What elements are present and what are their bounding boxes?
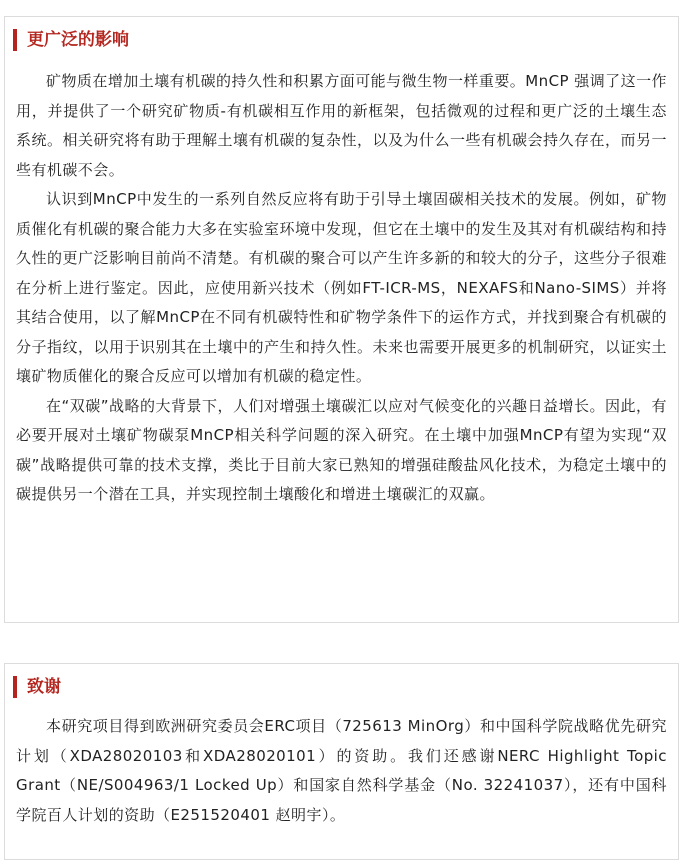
section-card-broader-impact xyxy=(4,16,679,623)
paragraph: 矿物质在增加土壤有机碳的持久性和积累方面可能与微生物一样重要。MnCP 强调了这一作用，并提供了一个研究矿物质-有机碳相互作用的新框架，包括微观的过程和更广泛的土壤生态系统。相关研究将有助于理解土壤有机碳的复杂性，以及为什么一些有机碳会持久存在，而另一些有机碳不会。 xyxy=(16,72,667,179)
paragraph: 认识到MnCP中发生的一系列自然反应将有助于引导土壤固碳相关技术的发展。例如，矿物质催化有机碳的聚合能力大多在实验室环境中发现，但它在土壤中的发生及其对有机碳结构和持久性的更广泛影响目前尚不清楚。有机碳的聚合可以产生许多新的和较大的分子，这些分子很难在分析上进行鉴定。因此，应使用新兴技术（例如FT-ICR-MS，NEXAFS和Nano-SIMS）并将其结合使用，以了解MnCP在不同有机碳特性和矿物学条件下的运作方式，并找到聚合有机碳的分子指纹，以用于识别其在土壤中的产生和持久性。未来也需要开展更多的机制研究，以证实土壤矿物质催化的聚合反应可以增加有机碳的稳定性。 xyxy=(16,190,667,385)
accent-bar xyxy=(13,676,17,698)
section-body xyxy=(16,712,667,830)
section-title: 致谢 xyxy=(27,677,61,697)
section-header xyxy=(13,676,61,698)
paragraph: 本研究项目得到欧洲研究委员会ERC项目（725613 MinOrg）和中国科学院战略优先研究计划（XDA28020103和XDA28020101）的资助。我们还感谢NERC Highlight Topic Grant（NE/S004963/1 Locked Up）和国家自然科学基金（No. 32241037），还有中国科学院百人计划的资助（E251520401 赵明宇）。 xyxy=(16,717,667,824)
section-body xyxy=(16,67,667,510)
section-card-acknowledgements xyxy=(4,663,679,860)
paragraph: 在“双碳”战略的大背景下，人们对增强土壤碳汇以应对气候变化的兴趣日益增长。因此，有必要开展对土壤矿物碳泵MnCP相关科学问题的深入研究。在土壤中加强MnCP有望为实现“双碳”战略提供可靠的技术支撑，类比于目前大家已熟知的增强硅酸盐风化技术，为稳定土壤中的碳提供另一个潜在工具，并实现控制土壤酸化和增进土壤碳汇的双赢。 xyxy=(16,396,667,503)
accent-bar xyxy=(13,29,17,51)
section-title: 更广泛的影响 xyxy=(27,30,129,50)
section-header xyxy=(13,29,129,51)
